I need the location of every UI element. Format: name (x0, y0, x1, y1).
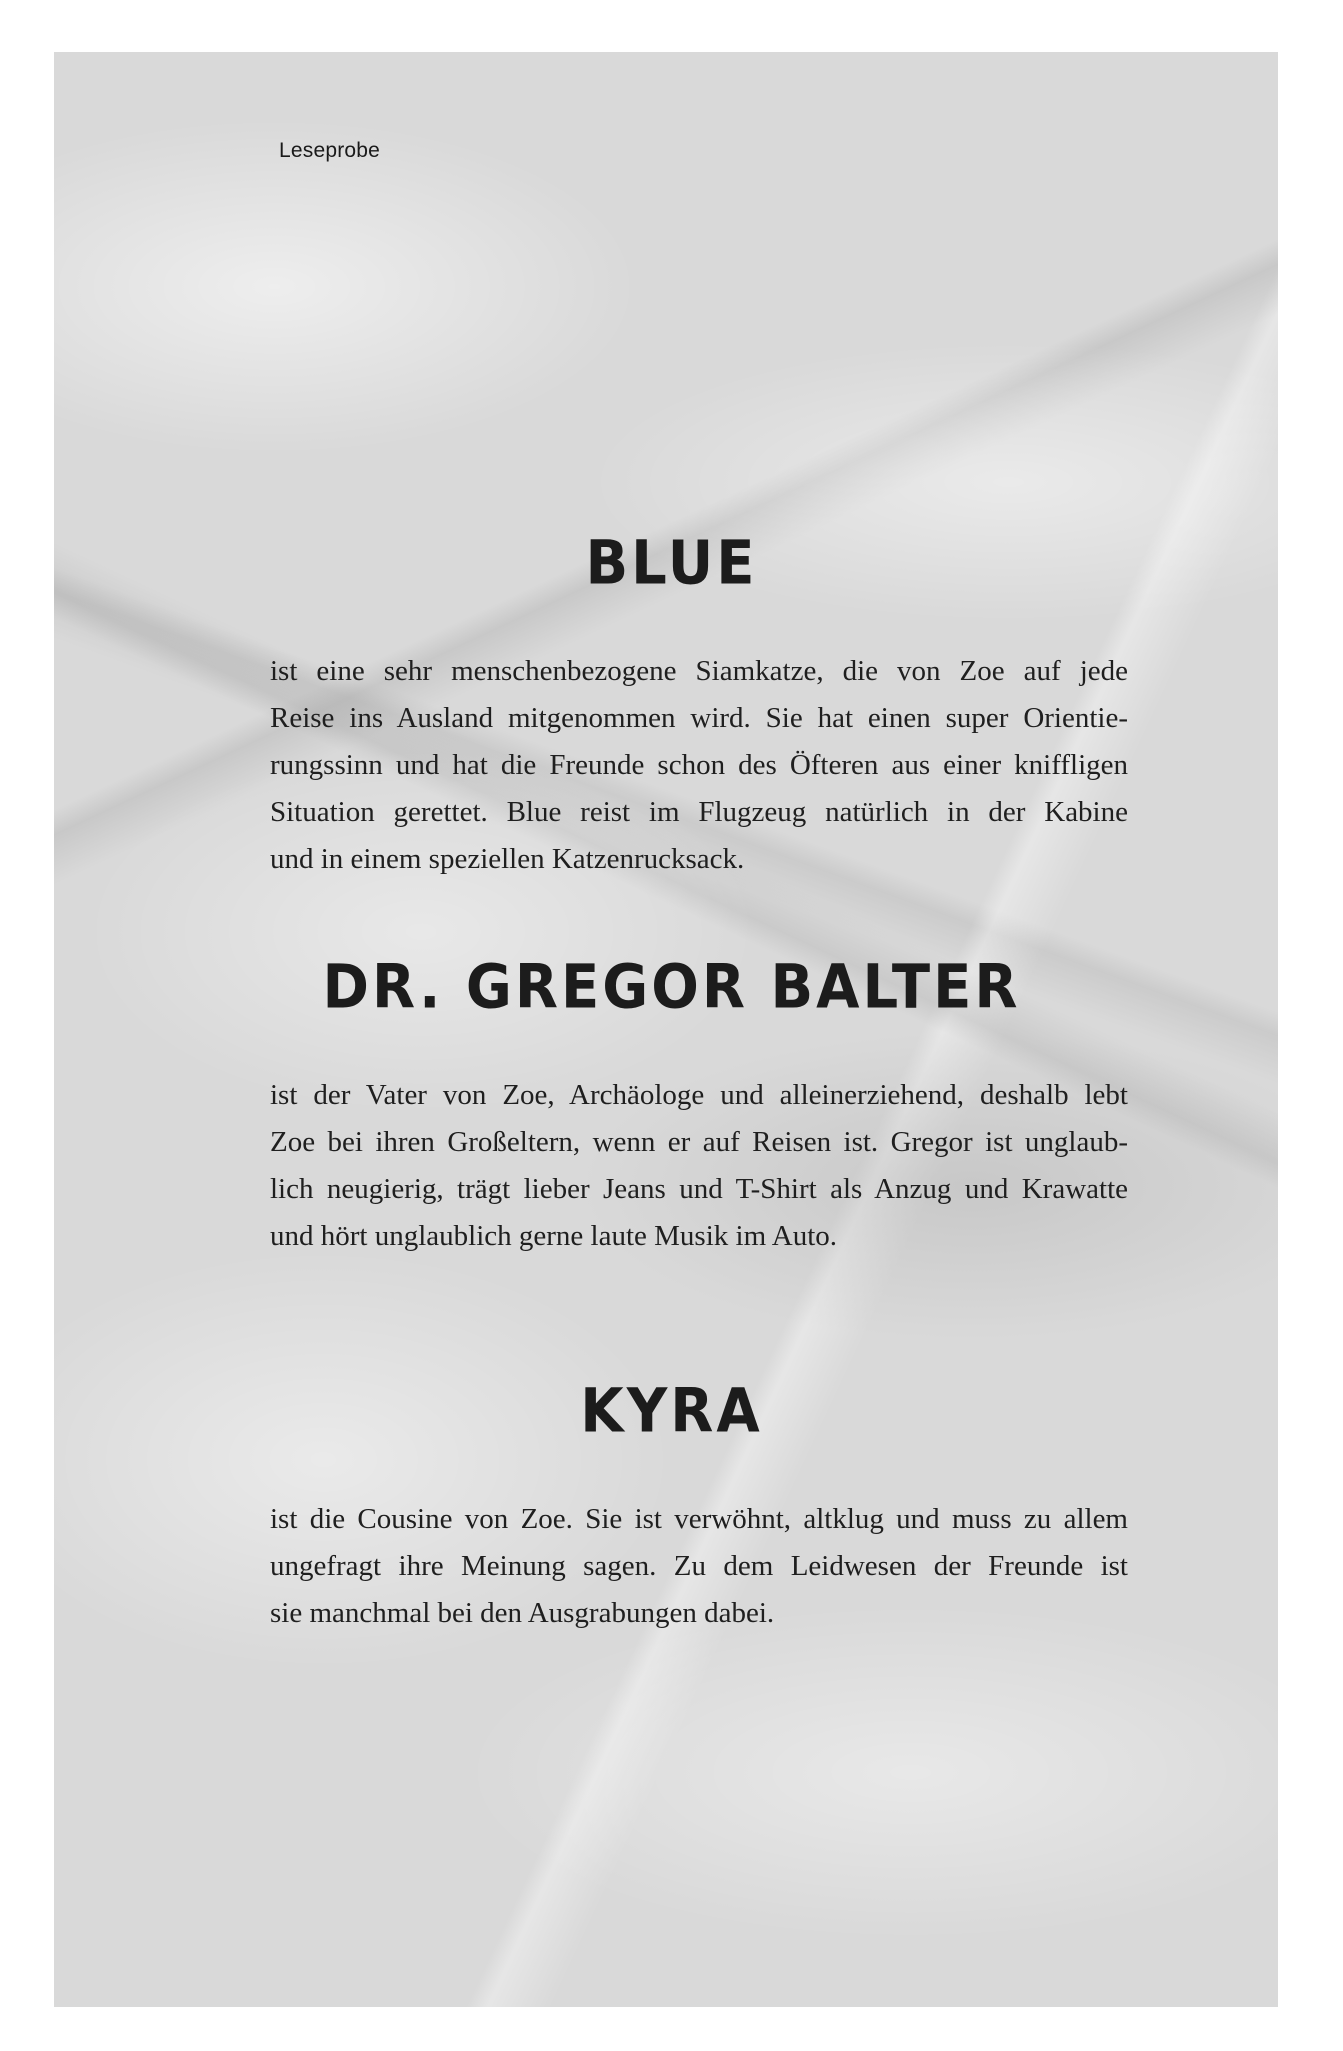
heading-dr-gregor-balter: DR. GREGOR BALTER (322, 952, 1021, 1023)
text-line: sie manchmal bei den Ausgrabungen dabei. (270, 1597, 775, 1629)
text-line: Zoe bei ihren Großeltern, wenn er auf Reisen ist. Gregor ist unglaub- (270, 1126, 1128, 1158)
text-line: ist die Cousine von Zoe. Sie ist verwöhnt, altklug und muss zu allem (270, 1503, 1128, 1535)
text-line: rungssinn und hat die Freunde schon des Öfteren aus einer kniffligen (270, 749, 1128, 781)
text-line: Situation gerettet. Blue reist im Flugzeug natürlich in der Kabine (270, 796, 1128, 828)
text-line: und hört unglaublich gerne laute Musik im Auto. (270, 1220, 838, 1252)
running-head: Leseprobe (279, 139, 381, 162)
text-line: lich neugierig, trägt lieber Jeans und T-Shirt als Anzug und Krawatte (270, 1173, 1128, 1205)
text-line: und in einem speziellen Katzenrucksack. (270, 843, 745, 875)
text-line: Reise ins Ausland mitgenommen wird. Sie hat einen super Orientie- (270, 702, 1128, 734)
text-line: ungefragt ihre Meinung sagen. Zu dem Leidwesen der Freunde ist (270, 1550, 1128, 1582)
text-line: ist eine sehr menschenbezogene Siamkatze, die von Zoe auf jede (270, 655, 1128, 687)
heading-blue: BLUE (585, 528, 758, 599)
paragraph-kyra (270, 1496, 1128, 1637)
heading-kyra: KYRA (580, 1376, 763, 1447)
paper-background (54, 52, 1278, 2007)
paragraph-dr-gregor-balter (270, 1072, 1128, 1260)
text-line: ist der Vater von Zoe, Archäologe und alleinerziehend, deshalb lebt (270, 1079, 1128, 1111)
paragraph-blue (270, 648, 1128, 883)
